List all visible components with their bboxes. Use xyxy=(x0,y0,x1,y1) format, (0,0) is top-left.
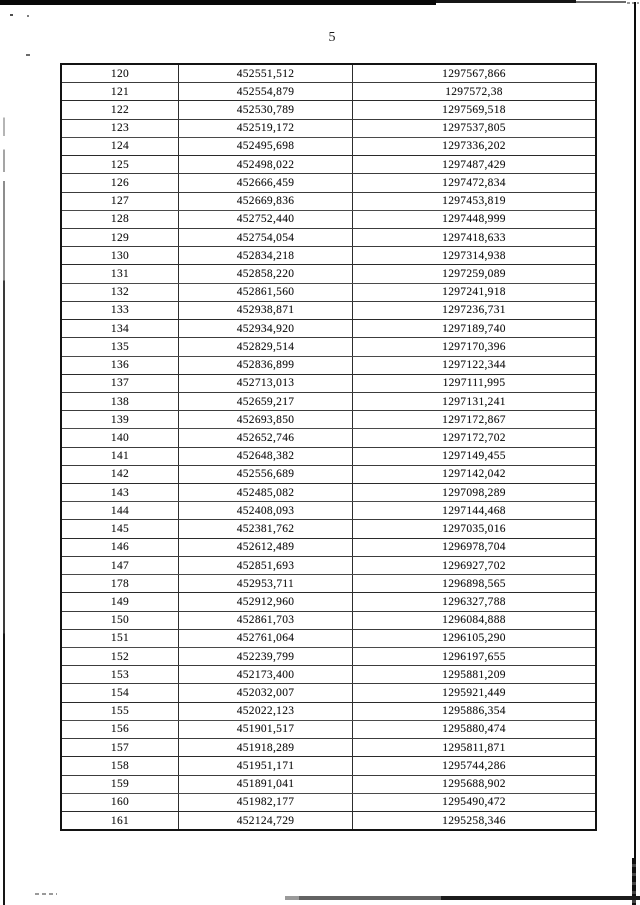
table-cell: 139 xyxy=(110,413,130,426)
table-cell: 1297241,918 xyxy=(352,284,595,301)
table-cell: 158 xyxy=(110,759,130,772)
table-row xyxy=(62,519,595,537)
table-cell: 452666,459 xyxy=(178,174,352,191)
table-cell: 1295490,472 xyxy=(352,794,595,811)
coordinates-table xyxy=(60,63,597,831)
table-cell: 159 xyxy=(110,778,130,791)
table-row xyxy=(62,465,595,483)
table-row xyxy=(62,574,595,592)
table-cell: 1295811,871 xyxy=(352,739,595,756)
table-cell: 1297336,202 xyxy=(352,138,595,155)
scan-edge-top-thin xyxy=(436,0,576,3)
table-cell: 451891,041 xyxy=(178,776,352,793)
scan-speck xyxy=(10,14,13,16)
table-cell: 137 xyxy=(110,377,130,390)
table-cell: 452022,123 xyxy=(178,703,352,720)
table-cell: 1297259,089 xyxy=(352,265,595,282)
table-cell: 451982,177 xyxy=(178,794,352,811)
table-cell: 452934,920 xyxy=(178,320,352,337)
table-cell: 154 xyxy=(110,687,130,700)
table-cell: 1295744,286 xyxy=(352,757,595,774)
scan-blotch-bottom-right xyxy=(632,858,636,905)
table-cell: 1297236,731 xyxy=(352,302,595,319)
table-cell: 452829,514 xyxy=(178,338,352,355)
table-row xyxy=(62,665,595,683)
table-cell: 1296898,565 xyxy=(352,575,595,592)
table-row xyxy=(62,374,595,392)
table-row xyxy=(62,629,595,647)
table-cell: 140 xyxy=(110,431,130,444)
table-cell: 452551,512 xyxy=(178,65,352,82)
table-cell: 1297144,468 xyxy=(352,502,595,519)
table-row xyxy=(62,82,595,100)
table-cell: 147 xyxy=(110,559,130,572)
table-cell: 146 xyxy=(110,541,130,554)
table-row xyxy=(62,210,595,228)
table-cell: 452652,746 xyxy=(178,429,352,446)
table-row xyxy=(62,100,595,118)
table-cell: 451951,171 xyxy=(178,757,352,774)
table-row xyxy=(62,356,595,374)
table-cell: 452173,400 xyxy=(178,666,352,683)
table-cell: 153 xyxy=(110,668,130,681)
table-row xyxy=(62,556,595,574)
table-row xyxy=(62,155,595,173)
table-cell: 124 xyxy=(110,140,130,153)
table-cell: 143 xyxy=(110,486,130,499)
table-row xyxy=(62,702,595,720)
table-cell: 1297569,518 xyxy=(352,101,595,118)
table-cell: 452519,172 xyxy=(178,120,352,137)
table-cell: 1297172,867 xyxy=(352,411,595,428)
table-row xyxy=(62,738,595,756)
table-row xyxy=(62,811,595,829)
table-cell: 1297149,455 xyxy=(352,448,595,465)
table-cell: 1297172,702 xyxy=(352,429,595,446)
page-number: 5 xyxy=(328,30,336,45)
table-cell: 452612,489 xyxy=(178,539,352,556)
table-cell: 1297098,289 xyxy=(352,484,595,501)
table-cell: 144 xyxy=(110,504,130,517)
table-cell: 1295921,449 xyxy=(352,684,595,701)
table-cell: 123 xyxy=(110,122,130,135)
table-cell: 451901,517 xyxy=(178,721,352,738)
table-cell: 178 xyxy=(110,577,130,590)
table-row xyxy=(62,793,595,811)
table-cell: 452648,382 xyxy=(178,448,352,465)
table-cell: 138 xyxy=(110,395,130,408)
table-cell: 1297142,042 xyxy=(352,466,595,483)
table-cell: 135 xyxy=(110,340,130,353)
table-cell: 160 xyxy=(110,796,130,809)
table-row xyxy=(62,683,595,701)
table-cell: 1295258,346 xyxy=(352,812,595,829)
table-cell: 452851,693 xyxy=(178,557,352,574)
table-cell: 136 xyxy=(110,359,130,372)
table-row xyxy=(62,65,595,82)
table-cell: 452239,799 xyxy=(178,648,352,665)
table-cell: 452861,703 xyxy=(178,612,352,629)
table-row xyxy=(62,173,595,191)
table-cell: 1295886,354 xyxy=(352,703,595,720)
table-cell: 132 xyxy=(110,286,130,299)
table-cell: 149 xyxy=(110,595,130,608)
table-row xyxy=(62,337,595,355)
table-cell: 150 xyxy=(110,614,130,627)
table-cell: 1297453,819 xyxy=(352,193,595,210)
table-cell: 452752,440 xyxy=(178,211,352,228)
table-cell: 157 xyxy=(110,741,130,754)
table-cell: 452754,054 xyxy=(178,229,352,246)
table-cell: 452556,689 xyxy=(178,466,352,483)
table-cell: 156 xyxy=(110,723,130,736)
table-cell: 452761,064 xyxy=(178,630,352,647)
table-row xyxy=(62,611,595,629)
table-cell: 452834,218 xyxy=(178,247,352,264)
table-cell: 451918,289 xyxy=(178,739,352,756)
table-cell: 1297170,396 xyxy=(352,338,595,355)
table-cell: 452953,711 xyxy=(178,575,352,592)
table-cell: 1295880,474 xyxy=(352,721,595,738)
table-row xyxy=(62,447,595,465)
table-cell: 1296327,788 xyxy=(352,593,595,610)
table-cell: 121 xyxy=(110,85,130,98)
table-cell: 452032,007 xyxy=(178,684,352,701)
table-row xyxy=(62,775,595,793)
table-cell: 133 xyxy=(110,304,130,317)
table-row xyxy=(62,119,595,137)
table-cell: 152 xyxy=(110,650,130,663)
table-cell: 1297537,805 xyxy=(352,120,595,137)
table-cell: 1295688,902 xyxy=(352,776,595,793)
table-cell: 452554,879 xyxy=(178,83,352,100)
table-cell: 452912,960 xyxy=(178,593,352,610)
table-cell: 452530,789 xyxy=(178,101,352,118)
table-cell: 130 xyxy=(110,249,130,262)
table-row xyxy=(62,283,595,301)
table-cell: 452713,013 xyxy=(178,375,352,392)
scan-edge-top-faint xyxy=(576,1,626,3)
table-row xyxy=(62,319,595,337)
table-row xyxy=(62,756,595,774)
table-cell: 452659,217 xyxy=(178,393,352,410)
table-cell: 134 xyxy=(110,322,130,335)
table-cell: 452693,850 xyxy=(178,411,352,428)
scan-edge-bottom xyxy=(285,896,640,900)
table-cell: 1297131,241 xyxy=(352,393,595,410)
table-cell: 1297572,38 xyxy=(352,83,595,100)
table-cell: 452124,729 xyxy=(178,812,352,829)
table-cell: 1296105,290 xyxy=(352,630,595,647)
scan-speck xyxy=(27,15,29,17)
table-cell: 142 xyxy=(110,468,130,481)
table-cell: 145 xyxy=(110,523,130,536)
table-cell: 1297567,866 xyxy=(352,65,595,82)
table-cell: 125 xyxy=(110,158,130,171)
table-row xyxy=(62,428,595,446)
table-cell: 1297314,938 xyxy=(352,247,595,264)
table-cell: 1297472,834 xyxy=(352,174,595,191)
table-row xyxy=(62,647,595,665)
scan-edge-left xyxy=(3,0,5,905)
table-cell: 1297189,740 xyxy=(352,320,595,337)
table-cell: 452858,220 xyxy=(178,265,352,282)
table-cell: 452498,022 xyxy=(178,156,352,173)
table-cell: 127 xyxy=(110,195,130,208)
table-cell: 161 xyxy=(110,814,130,827)
table-cell: 1297035,016 xyxy=(352,520,595,537)
table-row xyxy=(62,246,595,264)
scan-edge-right xyxy=(634,2,636,905)
table-cell: 128 xyxy=(110,213,130,226)
table-cell: 1296197,655 xyxy=(352,648,595,665)
table-row xyxy=(62,483,595,501)
table-row xyxy=(62,410,595,428)
table-cell: 452938,871 xyxy=(178,302,352,319)
table-cell: 452381,762 xyxy=(178,520,352,537)
table-row xyxy=(62,264,595,282)
table-row xyxy=(62,501,595,519)
scan-dash-bottom-left xyxy=(35,893,57,895)
table-cell: 151 xyxy=(110,632,130,645)
table-cell: 1297418,633 xyxy=(352,229,595,246)
scan-speck xyxy=(26,54,30,56)
table-cell: 126 xyxy=(110,176,130,189)
table-row xyxy=(62,137,595,155)
table-row xyxy=(62,592,595,610)
table-cell: 1297448,999 xyxy=(352,211,595,228)
table-cell: 120 xyxy=(110,67,130,80)
table-cell: 155 xyxy=(110,705,130,718)
table-cell: 452495,698 xyxy=(178,138,352,155)
scan-edge-top-dashes xyxy=(627,2,639,4)
table-cell: 452669,836 xyxy=(178,193,352,210)
table-cell: 452861,560 xyxy=(178,284,352,301)
table-cell: 1297111,995 xyxy=(352,375,595,392)
table-cell: 1296978,704 xyxy=(352,539,595,556)
table-row xyxy=(62,392,595,410)
table-cell: 452836,899 xyxy=(178,357,352,374)
table-cell: 1296927,702 xyxy=(352,557,595,574)
table-cell: 452485,082 xyxy=(178,484,352,501)
table-row xyxy=(62,192,595,210)
table-cell: 1297122,344 xyxy=(352,357,595,374)
scan-edge-top xyxy=(0,0,436,5)
table-cell: 131 xyxy=(110,268,130,281)
table-cell: 122 xyxy=(110,104,130,117)
table-cell: 452408,093 xyxy=(178,502,352,519)
table-cell: 1296084,888 xyxy=(352,612,595,629)
table-row xyxy=(62,720,595,738)
table-cell: 1297487,429 xyxy=(352,156,595,173)
table-cell: 1295881,209 xyxy=(352,666,595,683)
table-row xyxy=(62,228,595,246)
table-row xyxy=(62,538,595,556)
table-row xyxy=(62,301,595,319)
table-cell: 129 xyxy=(110,231,130,244)
table-cell: 141 xyxy=(110,450,130,463)
